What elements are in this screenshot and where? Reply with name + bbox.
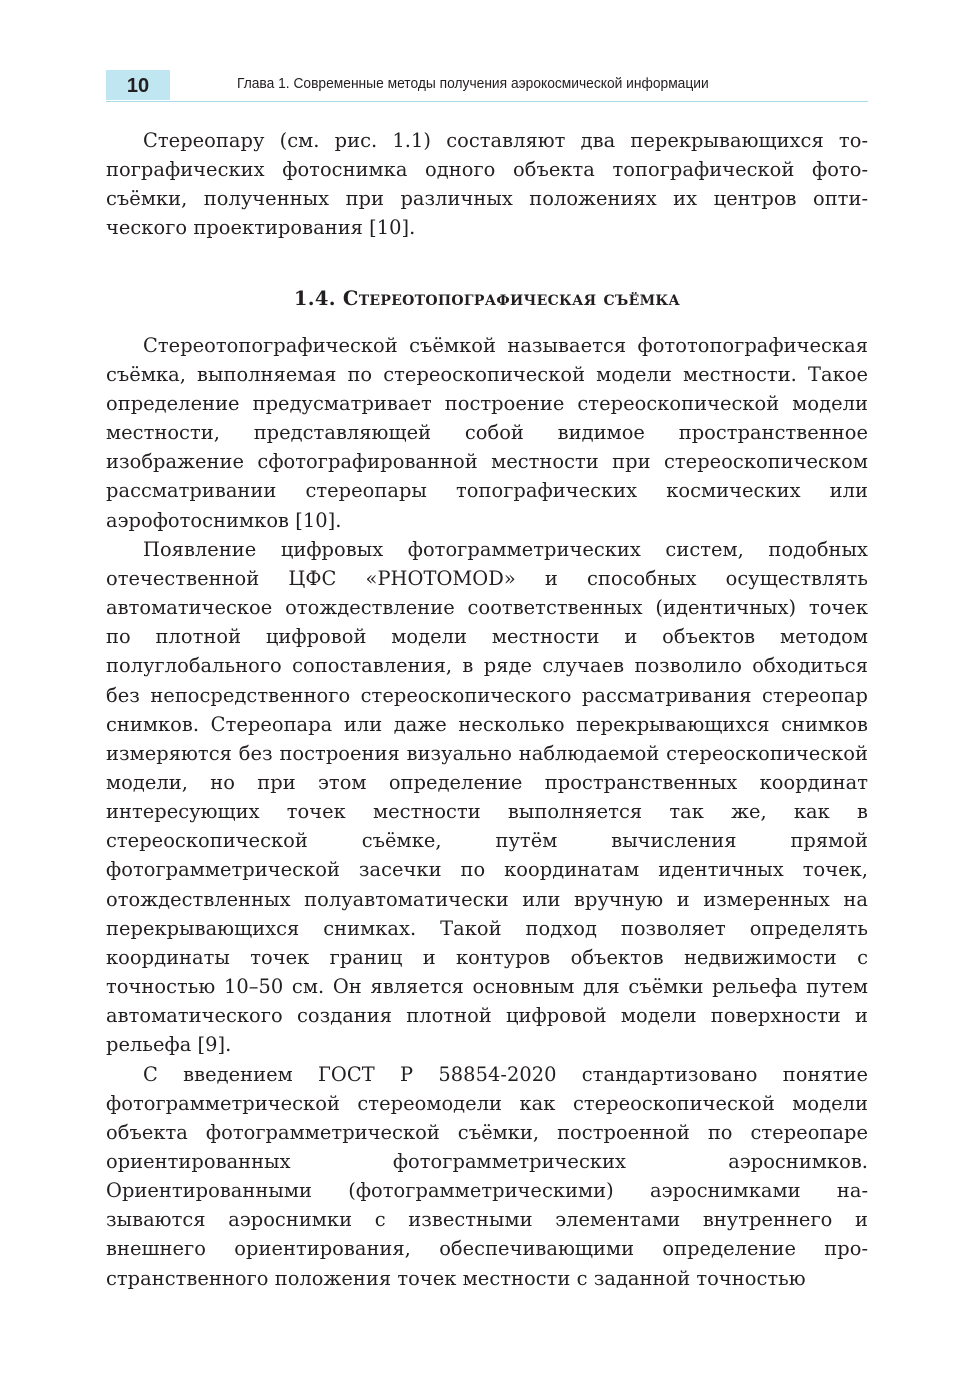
running-header — [106, 70, 868, 102]
paragraph-gost: С введением ГОСТ Р 58854-2020 стандартизовано понятие фотограмметрической стереомодели как стереоскопической модели объекта фотограмметрической съёмки, построенной по стереопаре ориентированных фотограмметрических аэроснимков. Ориентированными (фотограмметрическими) аэроснимками называются аэроснимки с известными элементами внутреннего и внешнего ориентирования, обеспечивающими определение пространственного положения точек местности с заданной точностью — [106, 1062, 868, 1290]
book-page — [106, 70, 868, 1293]
chapter-title: Глава 1. Современные методы получения аэрокосмической информации — [237, 75, 709, 92]
paragraph-digital-systems: Появление цифровых фотограмметрических систем, подобных отечественной ЦФС «PHOTOMOD» и способных осуществлять автоматическое отождествление соответственных (идентичных) точек по плотной цифровой модели местности и объектов методом полуглобального сопоставления, в ряде случаев позволило обходиться без непосредственного стереоскопического рассматривания стереопар снимков. Стереопара или даже несколько перекрывающихся снимков измеряются без построения визуально наблюдаемой стереоскопической модели, но при этом определение пространственных координат интересующих точек местности выполняется так же, как в стереоскопической съёмке, путём вычисления прямой фотограмметрической засечки по координатам идентичных точек, отождествленных полуавтоматически или вручную и измеренных на перекрывающихся снимках. Такой подход позволяет определять координаты точек границ и контуров объектов недвижимости с точностью 10–50 см. Он является основным для съёмки рельефа путем автоматического создания плотной цифровой модели поверхности и рельефа [9]. — [106, 537, 868, 1057]
page-number: 10 — [106, 70, 170, 100]
section-heading: 1.4. Стереотопографическая съёмка — [293, 286, 681, 310]
paragraph-definition: Стереотопографической съёмкой называется фототопографическая съёмка, выполняемая по стереоскопической модели местности. Такое определение предусматривает построение стереоскопической модели местности, представляющей собой видимое пространственное изображение сфотографированной местности при стереоскопическом рассматривании стереопары топографических космических или аэрофотоснимков [10]. — [106, 333, 868, 532]
paragraph-stereopair: Стереопару (см. рис. 1.1) составляют два перекрывающихся топографических фотоснимка одного объекта топографической фотосъёмки, полученных при различных положениях их центров оптического проектирования [10]. — [106, 129, 868, 240]
